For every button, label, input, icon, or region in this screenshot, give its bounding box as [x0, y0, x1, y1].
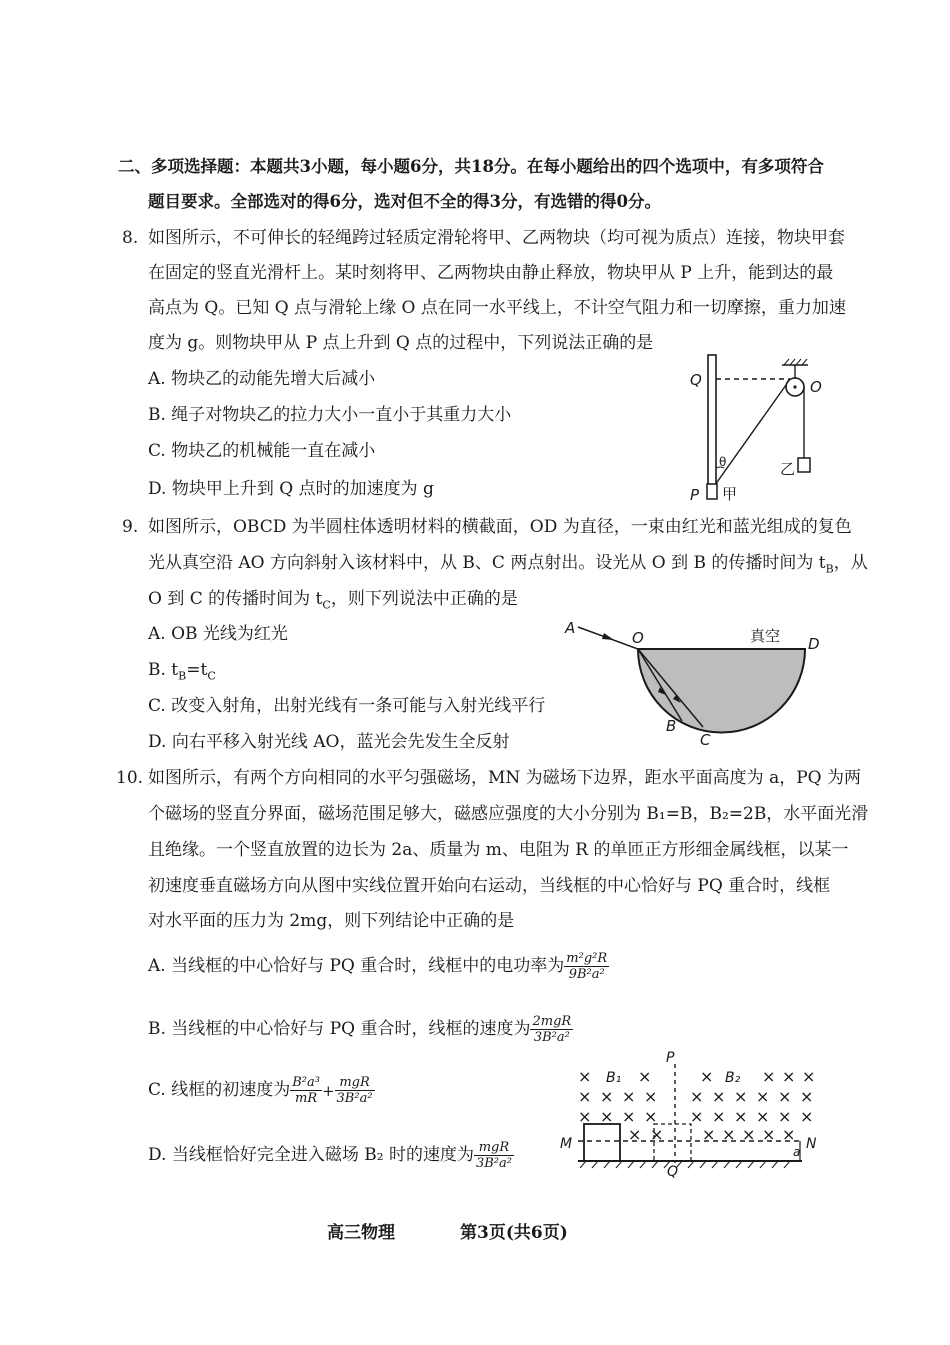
footer-page: 第3页(共6页): [460, 1223, 568, 1243]
q9-label-a: A: [565, 619, 576, 637]
q10-option-b-text: B. 当线框的中心恰好与 PQ 重合时，线框的速度为: [148, 1019, 531, 1039]
q10-number: 10.: [116, 768, 144, 788]
q9-incident-arrow: [602, 633, 614, 640]
field-cross-mark: ×: [700, 1067, 714, 1086]
footer-subject: 高三物理: [327, 1223, 395, 1243]
field-cross-mark: ×: [742, 1125, 756, 1144]
field-cross-mark: ×: [600, 1107, 614, 1126]
q9-option-d: D. 向右平移入射光线 AO，蓝光会先发生全反射: [148, 732, 510, 752]
q8-option-b: B. 绳子对物块乙的拉力大小一直小于其重力大小: [148, 405, 512, 425]
q8-ceiling-hatch: [784, 359, 807, 365]
q8-label-jia: 甲: [722, 485, 738, 503]
q10-option-a-num: m²g²R: [566, 951, 608, 966]
q10-option-c-num2: mgR: [335, 1075, 375, 1091]
q8-label-o: O: [810, 378, 822, 396]
q9-option-b-sub2: C: [207, 669, 216, 683]
field-cross-mark: ×: [644, 1087, 658, 1106]
q8-number: 8.: [122, 228, 139, 248]
q9-label-d: D: [808, 635, 820, 653]
q10-option-d-den: 3B²a²: [475, 1156, 512, 1171]
q10-option-c-plus: +: [321, 1081, 335, 1100]
q9-label-b: B: [666, 717, 677, 735]
q9-option-b-sub1: B: [178, 669, 187, 683]
field-cross-mark: ×: [756, 1087, 770, 1106]
field-cross-mark: ×: [802, 1067, 816, 1086]
q10-option-c-den1: mR: [295, 1091, 318, 1106]
q9-option-b: [148, 660, 216, 686]
q10-option-c: [148, 1075, 375, 1106]
q9-option-c: C. 改变入射角，出射光线有一条可能与入射光线平行: [148, 696, 546, 716]
q9-label-vacuum: 真空: [750, 627, 781, 645]
field-cross-mark: ×: [756, 1107, 770, 1126]
q9-stem-line2-sub: B: [825, 562, 834, 576]
field-cross-mark: ×: [800, 1087, 814, 1106]
q10-option-d: [148, 1140, 514, 1171]
field-cross-mark: ×: [622, 1107, 636, 1126]
q8-block-jia: [707, 484, 717, 499]
field-cross-mark: ×: [778, 1087, 792, 1106]
q8-option-c: C. 物块乙的机械能一直在减小: [148, 441, 376, 461]
q8-pulley-axle: [793, 385, 796, 388]
q10-option-b-fraction: [530, 1014, 573, 1045]
section-header-line2: 题目要求。全部选对的得6分，选对但不全的得3分，有选错的得0分。: [148, 192, 661, 211]
q10-option-d-text: D. 当线框恰好完全进入磁场 B₂ 时的速度为: [148, 1145, 474, 1165]
q10-label-n: N: [806, 1136, 817, 1152]
q8-rope-to-jia: [715, 385, 786, 485]
q10-label-a: a: [793, 1145, 801, 1159]
field-cross-mark: ×: [712, 1107, 726, 1126]
q9-label-o: O: [632, 629, 644, 647]
q9-option-b-main: B. t: [148, 660, 179, 680]
q10-label-m: M: [560, 1136, 573, 1152]
q8-figure: [680, 350, 830, 510]
q9-option-b-mid: =t: [186, 660, 208, 680]
q9-stem-line2: [148, 553, 868, 579]
q8-label-p: P: [690, 486, 700, 504]
q8-stem-line2: 在固定的竖直光滑杆上。某时刻将甲、乙两物块由静止释放，物块甲从 P 上升，能到达的最: [148, 263, 834, 283]
q10-label-b1: B₁: [606, 1070, 622, 1086]
q9-stem-line3: [148, 589, 518, 615]
field-cross-mark: ×: [734, 1087, 748, 1106]
q10-option-d-fraction: [474, 1140, 514, 1171]
q10-option-b-den: 3B²a²: [533, 1030, 570, 1045]
q10-figure: [550, 1048, 830, 1183]
q9-stem-line2-main: 光从真空沿 AO 方向斜射入该材料中，从 B、C 两点射出。设光从 O 到 B 的传播时间为 t: [148, 553, 826, 573]
field-cross-mark: ×: [762, 1125, 776, 1144]
field-cross-mark: ×: [578, 1107, 592, 1126]
q8-option-a: A. 物块乙的动能先增大后减小: [148, 369, 376, 389]
field-cross-mark: ×: [578, 1067, 592, 1086]
field-cross-mark: ×: [734, 1107, 748, 1126]
q8-label-q: Q: [690, 371, 702, 389]
field-cross-mark: ×: [782, 1067, 796, 1086]
q8-option-d: D. 物块甲上升到 Q 点时的加速度为 g: [148, 479, 434, 499]
field-cross-mark: ×: [638, 1067, 652, 1086]
q9-stem-line2-tail: ，从: [833, 553, 868, 573]
field-cross-mark: ×: [702, 1125, 716, 1144]
q9-option-a: A. OB 光线为红光: [148, 624, 288, 644]
field-cross-mark: ×: [690, 1087, 704, 1106]
q10-option-c-text: C. 线框的初速度为: [148, 1080, 291, 1100]
q9-stem-line3-sub: C: [322, 598, 331, 612]
section-header-line1: 二、多项选择题：本题共3小题，每小题6分，共18分。在每小题给出的四个选项中，有多项符合: [118, 157, 824, 176]
q10-stem-line5: 对水平面的压力为 2mg，则下列结论中正确的是: [148, 911, 515, 931]
q10-option-a: [148, 951, 609, 982]
q9-stem-line1: 如图所示，OBCD 为半圆柱体透明材料的横截面，OD 为直径，一束由红光和蓝光组成的复色: [148, 517, 852, 537]
q10-option-c-num1: B²a³: [292, 1075, 320, 1090]
q10-option-b: [148, 1014, 573, 1045]
field-cross-mark: ×: [782, 1125, 796, 1144]
q10-stem-line3: 且绝缘。一个竖直放置的边长为 2a、质量为 m、电阻为 R 的单匝正方形细金属线框，以某一: [148, 840, 849, 860]
q10-option-a-text: A. 当线框的中心恰好与 PQ 重合时，线框中的电功率为: [148, 956, 565, 976]
q9-label-c: C: [700, 731, 711, 749]
q10-ground-hatch: [580, 1161, 790, 1168]
field-cross-mark: ×: [644, 1107, 658, 1126]
q10-option-d-num: mgR: [474, 1140, 514, 1156]
q9-stem-line3-tail: ，则下列说法中正确的是: [330, 589, 518, 609]
field-cross-mark: ×: [690, 1107, 704, 1126]
field-cross-mark: ×: [722, 1125, 736, 1144]
q10-stem-line4: 初速度垂直磁场方向从图中实线位置开始向右运动，当线框的中心恰好与 PQ 重合时，线框: [148, 876, 831, 896]
q9-number: 9.: [122, 517, 139, 537]
q10-option-c-fraction2: [335, 1075, 375, 1106]
q10-frame-initial: [584, 1124, 620, 1161]
q8-stem-line3: 高点为 Q。已知 Q 点与滑轮上缘 O 点在同一水平线上，不计空气阻力和一切摩擦，重力加速: [148, 298, 846, 318]
q10-label-b2: B₂: [725, 1070, 741, 1086]
field-cross-mark: ×: [650, 1125, 664, 1144]
q9-figure: [560, 615, 830, 750]
field-cross-mark: ×: [778, 1107, 792, 1126]
q10-option-a-fraction: [564, 951, 609, 982]
q10-option-c-fraction1: [290, 1075, 322, 1106]
q8-stem-line4: 度为 g。则物块甲从 P 点上升到 Q 点的过程中，下列说法正确的是: [148, 333, 654, 353]
field-cross-mark: ×: [762, 1067, 776, 1086]
field-cross-mark: ×: [600, 1087, 614, 1106]
q10-option-c-den2: 3B²a²: [336, 1091, 373, 1106]
q10-label-q: Q: [667, 1164, 679, 1180]
q10-stem-line1: 如图所示，有两个方向相同的水平匀强磁场，MN 为磁场下边界，距水平面高度为 a，PQ 为两: [148, 768, 862, 788]
q8-label-theta: θ: [719, 455, 727, 469]
q8-label-yi: 乙: [780, 460, 796, 478]
field-cross-mark: ×: [712, 1087, 726, 1106]
field-cross-mark: ×: [628, 1125, 642, 1144]
field-cross-mark: ×: [800, 1107, 814, 1126]
q8-block-yi: [798, 458, 810, 472]
q10-stem-line2: 个磁场的竖直分界面，磁场范围足够大，磁感应强度的大小分别为 B₁=B，B₂=2B，水平面光滑: [148, 804, 869, 824]
q9-stem-line3-main: O 到 C 的传播时间为 t: [148, 589, 323, 609]
field-cross-mark: ×: [578, 1087, 592, 1106]
field-cross-mark: ×: [622, 1087, 636, 1106]
q8-vertical-rod: [708, 355, 716, 490]
q10-option-b-num: 2mgR: [532, 1014, 572, 1029]
q8-stem-line1: 如图所示，不可伸长的轻绳跨过轻质定滑轮将甲、乙两物块（均可视为质点）连接，物块甲套: [148, 228, 845, 248]
q10-label-p: P: [666, 1050, 675, 1066]
q10-option-a-den: 9B²a²: [568, 967, 605, 982]
